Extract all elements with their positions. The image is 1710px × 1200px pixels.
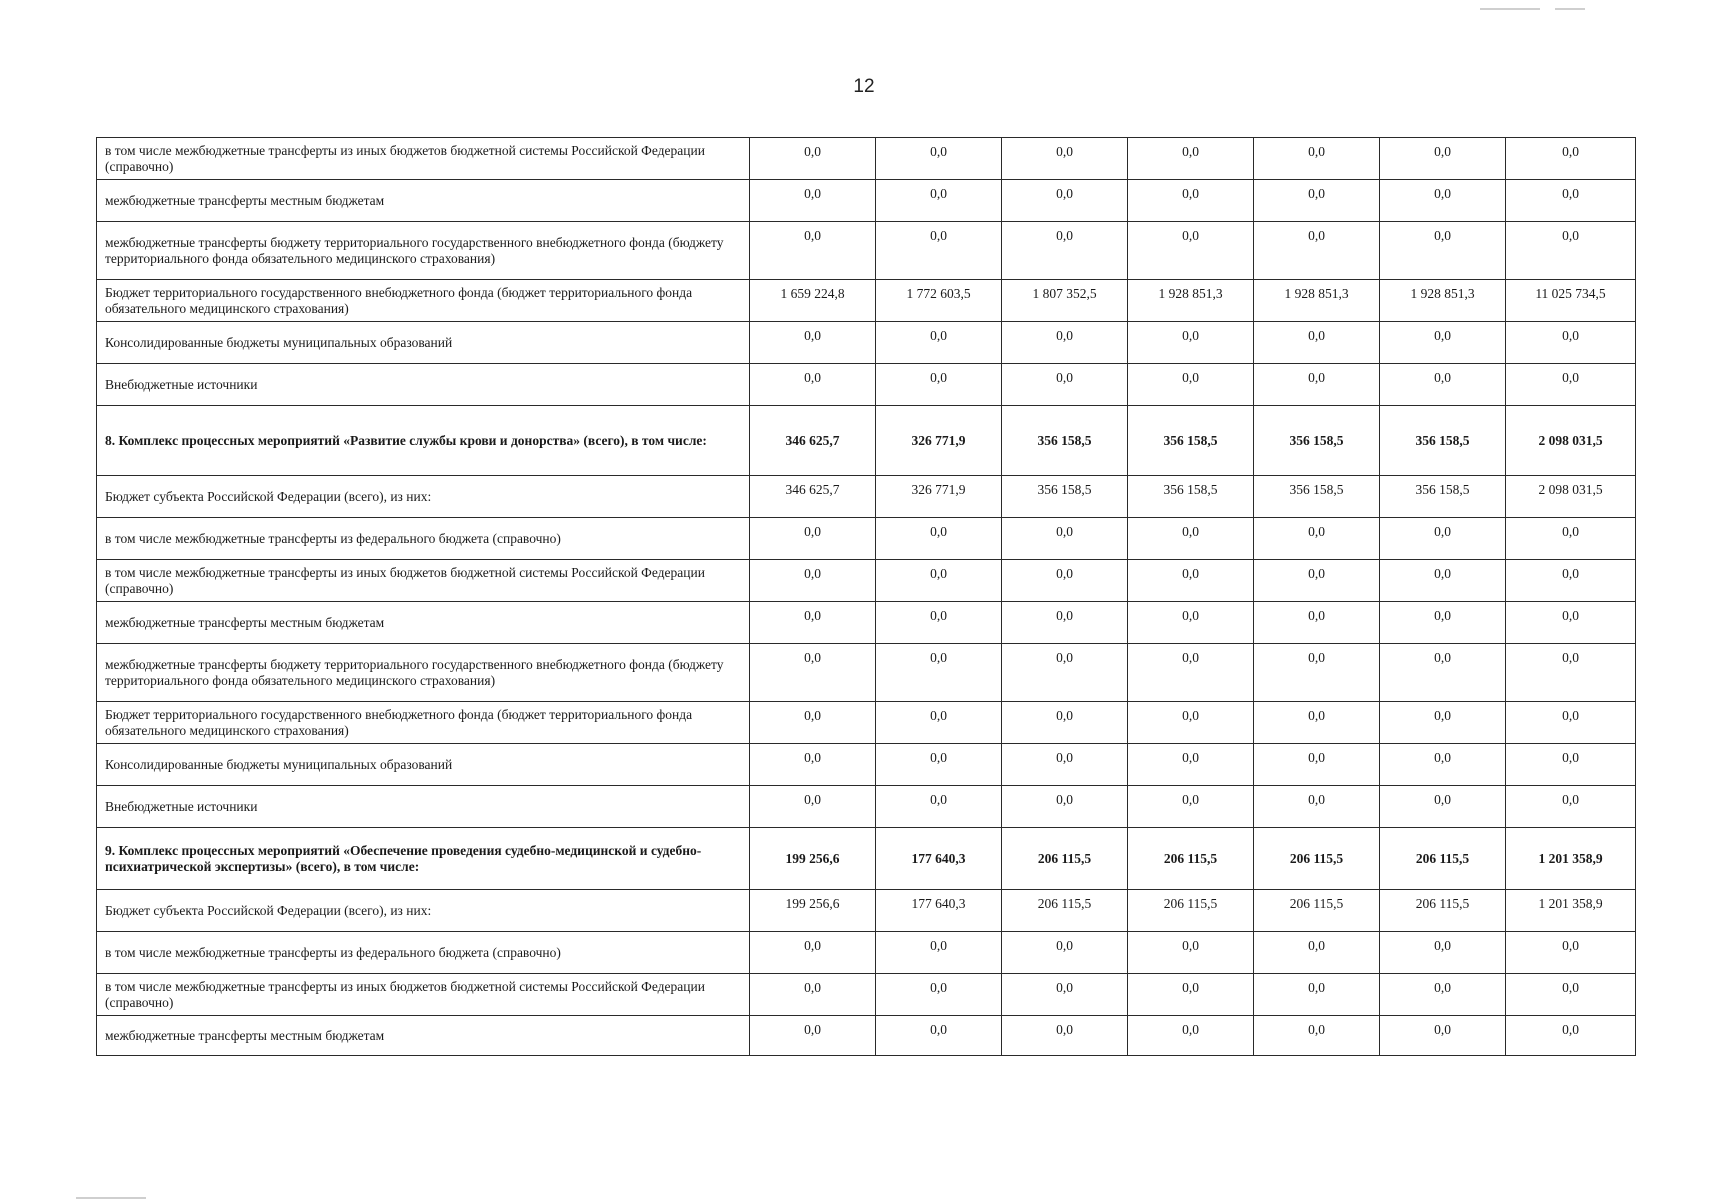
value-cell: 199 256,6 bbox=[750, 890, 876, 932]
table-row bbox=[97, 744, 1636, 786]
value-cell: 0,0 bbox=[1506, 138, 1636, 180]
value-cell: 177 640,3 bbox=[876, 828, 1002, 890]
table-row bbox=[97, 560, 1636, 602]
value-cell: 0,0 bbox=[1002, 518, 1128, 560]
value-cell: 0,0 bbox=[1380, 518, 1506, 560]
table-row bbox=[97, 518, 1636, 560]
value-cell: 2 098 031,5 bbox=[1506, 406, 1636, 476]
value-cell: 356 158,5 bbox=[1002, 406, 1128, 476]
scan-artifact-top-right bbox=[1480, 8, 1540, 10]
value-cell: 1 201 358,9 bbox=[1506, 828, 1636, 890]
value-cell: 356 158,5 bbox=[1380, 406, 1506, 476]
value-cell: 0,0 bbox=[1380, 364, 1506, 406]
value-cell: 0,0 bbox=[1380, 222, 1506, 280]
page-number: 12 bbox=[853, 76, 875, 97]
table-row bbox=[97, 406, 1636, 476]
row-label: Консолидированные бюджеты муниципальных образований bbox=[97, 322, 750, 364]
value-cell: 356 158,5 bbox=[1254, 476, 1380, 518]
value-cell: 0,0 bbox=[1128, 322, 1254, 364]
value-cell: 0,0 bbox=[1506, 322, 1636, 364]
value-cell: 0,0 bbox=[1002, 932, 1128, 974]
value-cell: 0,0 bbox=[876, 364, 1002, 406]
value-cell: 0,0 bbox=[750, 560, 876, 602]
value-cell: 206 115,5 bbox=[1380, 828, 1506, 890]
value-cell: 0,0 bbox=[750, 180, 876, 222]
value-cell: 0,0 bbox=[1506, 364, 1636, 406]
value-cell: 0,0 bbox=[876, 932, 1002, 974]
row-label: Бюджет территориального государственного внебюджетного фонда (бюджет территориального фонда обязательного медицинского страхования) bbox=[97, 280, 750, 322]
value-cell: 0,0 bbox=[1506, 560, 1636, 602]
value-cell: 0,0 bbox=[876, 744, 1002, 786]
value-cell: 0,0 bbox=[876, 974, 1002, 1016]
table-row bbox=[97, 138, 1636, 180]
value-cell: 0,0 bbox=[876, 180, 1002, 222]
value-cell: 0,0 bbox=[1506, 222, 1636, 280]
value-cell: 0,0 bbox=[1380, 644, 1506, 702]
row-label: Консолидированные бюджеты муниципальных образований bbox=[97, 744, 750, 786]
value-cell: 0,0 bbox=[1128, 518, 1254, 560]
table-row bbox=[97, 786, 1636, 828]
row-label: в том числе межбюджетные трансферты из иных бюджетов бюджетной системы Российской Федерации (справочно) bbox=[97, 138, 750, 180]
row-label: Внебюджетные источники bbox=[97, 364, 750, 406]
value-cell: 0,0 bbox=[1128, 364, 1254, 406]
value-cell: 0,0 bbox=[1506, 1016, 1636, 1056]
value-cell: 356 158,5 bbox=[1002, 476, 1128, 518]
table-row bbox=[97, 602, 1636, 644]
value-cell: 206 115,5 bbox=[1128, 828, 1254, 890]
value-cell: 0,0 bbox=[876, 1016, 1002, 1056]
value-cell: 0,0 bbox=[1380, 560, 1506, 602]
value-cell: 0,0 bbox=[1254, 644, 1380, 702]
value-cell: 0,0 bbox=[1002, 560, 1128, 602]
value-cell: 2 098 031,5 bbox=[1506, 476, 1636, 518]
value-cell: 0,0 bbox=[1380, 744, 1506, 786]
value-cell: 0,0 bbox=[876, 560, 1002, 602]
value-cell: 0,0 bbox=[1506, 518, 1636, 560]
value-cell: 1 928 851,3 bbox=[1254, 280, 1380, 322]
value-cell: 0,0 bbox=[750, 602, 876, 644]
value-cell: 0,0 bbox=[750, 974, 876, 1016]
value-cell: 0,0 bbox=[1002, 702, 1128, 744]
value-cell: 0,0 bbox=[1128, 180, 1254, 222]
table-row bbox=[97, 322, 1636, 364]
value-cell: 0,0 bbox=[1254, 560, 1380, 602]
value-cell: 0,0 bbox=[1002, 744, 1128, 786]
value-cell: 356 158,5 bbox=[1128, 406, 1254, 476]
value-cell: 0,0 bbox=[1128, 932, 1254, 974]
value-cell: 0,0 bbox=[1506, 180, 1636, 222]
value-cell: 1 772 603,5 bbox=[876, 280, 1002, 322]
value-cell: 0,0 bbox=[750, 644, 876, 702]
value-cell: 0,0 bbox=[1128, 744, 1254, 786]
value-cell: 0,0 bbox=[1254, 180, 1380, 222]
value-cell: 0,0 bbox=[1254, 702, 1380, 744]
table-body bbox=[97, 138, 1636, 1056]
value-cell: 0,0 bbox=[1254, 322, 1380, 364]
value-cell: 0,0 bbox=[1128, 222, 1254, 280]
value-cell: 0,0 bbox=[876, 322, 1002, 364]
row-label: межбюджетные трансферты бюджету территориального государственного внебюджетного фонда (бюджету территориального фонда обязательного медицинского страхования) bbox=[97, 644, 750, 702]
value-cell: 0,0 bbox=[1002, 322, 1128, 364]
value-cell: 206 115,5 bbox=[1254, 828, 1380, 890]
value-cell: 0,0 bbox=[1254, 222, 1380, 280]
value-cell: 346 625,7 bbox=[750, 406, 876, 476]
value-cell: 0,0 bbox=[1002, 364, 1128, 406]
value-cell: 0,0 bbox=[1380, 1016, 1506, 1056]
value-cell: 0,0 bbox=[1254, 744, 1380, 786]
value-cell: 0,0 bbox=[1002, 786, 1128, 828]
value-cell: 199 256,6 bbox=[750, 828, 876, 890]
value-cell: 0,0 bbox=[1254, 364, 1380, 406]
table-row bbox=[97, 476, 1636, 518]
value-cell: 0,0 bbox=[1128, 786, 1254, 828]
table-row bbox=[97, 932, 1636, 974]
value-cell: 1 659 224,8 bbox=[750, 280, 876, 322]
value-cell: 206 115,5 bbox=[1380, 890, 1506, 932]
row-label: 9. Комплекс процессных мероприятий «Обеспечение проведения судебно-медицинской и судебно-психиатрической экспертизы» (всего), в том числе: bbox=[97, 828, 750, 890]
value-cell: 0,0 bbox=[750, 1016, 876, 1056]
value-cell: 0,0 bbox=[1506, 744, 1636, 786]
value-cell: 0,0 bbox=[1002, 222, 1128, 280]
value-cell: 206 115,5 bbox=[1002, 828, 1128, 890]
value-cell: 0,0 bbox=[876, 702, 1002, 744]
value-cell: 206 115,5 bbox=[1254, 890, 1380, 932]
value-cell: 0,0 bbox=[750, 744, 876, 786]
row-label: 8. Комплекс процессных мероприятий «Развитие службы крови и донорства» (всего), в том числе: bbox=[97, 406, 750, 476]
row-label: в том числе межбюджетные трансферты из федерального бюджета (справочно) bbox=[97, 932, 750, 974]
value-cell: 0,0 bbox=[1254, 602, 1380, 644]
value-cell: 0,0 bbox=[1254, 518, 1380, 560]
budget-table bbox=[96, 137, 1636, 1056]
value-cell: 0,0 bbox=[1506, 702, 1636, 744]
value-cell: 0,0 bbox=[750, 702, 876, 744]
table-row bbox=[97, 974, 1636, 1016]
row-label: в том числе межбюджетные трансферты из иных бюджетов бюджетной системы Российской Федерации (справочно) bbox=[97, 974, 750, 1016]
value-cell: 0,0 bbox=[1128, 1016, 1254, 1056]
value-cell: 0,0 bbox=[1254, 786, 1380, 828]
table-row bbox=[97, 828, 1636, 890]
value-cell: 0,0 bbox=[1380, 786, 1506, 828]
value-cell: 356 158,5 bbox=[1128, 476, 1254, 518]
table-row bbox=[97, 644, 1636, 702]
row-label: в том числе межбюджетные трансферты из федерального бюджета (справочно) bbox=[97, 518, 750, 560]
row-label: межбюджетные трансферты местным бюджетам bbox=[97, 180, 750, 222]
value-cell: 0,0 bbox=[1380, 138, 1506, 180]
value-cell: 11 025 734,5 bbox=[1506, 280, 1636, 322]
value-cell: 0,0 bbox=[750, 932, 876, 974]
row-label: в том числе межбюджетные трансферты из иных бюджетов бюджетной системы Российской Федерации (справочно) bbox=[97, 560, 750, 602]
value-cell: 1 928 851,3 bbox=[1380, 280, 1506, 322]
row-label: Бюджет территориального государственного внебюджетного фонда (бюджет территориального фонда обязательного медицинского страхования) bbox=[97, 702, 750, 744]
table-row bbox=[97, 180, 1636, 222]
value-cell: 177 640,3 bbox=[876, 890, 1002, 932]
value-cell: 0,0 bbox=[1506, 602, 1636, 644]
value-cell: 0,0 bbox=[1380, 974, 1506, 1016]
row-label: Бюджет субъекта Российской Федерации (всего), из них: bbox=[97, 476, 750, 518]
table-row bbox=[97, 222, 1636, 280]
value-cell: 0,0 bbox=[1254, 138, 1380, 180]
value-cell: 0,0 bbox=[1380, 602, 1506, 644]
value-cell: 356 158,5 bbox=[1254, 406, 1380, 476]
value-cell: 0,0 bbox=[1380, 180, 1506, 222]
row-label: межбюджетные трансферты местным бюджетам bbox=[97, 1016, 750, 1056]
value-cell: 0,0 bbox=[750, 138, 876, 180]
value-cell: 1 928 851,3 bbox=[1128, 280, 1254, 322]
value-cell: 1 201 358,9 bbox=[1506, 890, 1636, 932]
value-cell: 0,0 bbox=[750, 364, 876, 406]
scan-artifact-top-right-2 bbox=[1555, 8, 1585, 10]
value-cell: 0,0 bbox=[876, 644, 1002, 702]
value-cell: 0,0 bbox=[876, 222, 1002, 280]
value-cell: 206 115,5 bbox=[1128, 890, 1254, 932]
row-label: Бюджет субъекта Российской Федерации (всего), из них: bbox=[97, 890, 750, 932]
value-cell: 0,0 bbox=[1128, 702, 1254, 744]
value-cell: 0,0 bbox=[750, 786, 876, 828]
value-cell: 0,0 bbox=[1002, 1016, 1128, 1056]
value-cell: 0,0 bbox=[1128, 560, 1254, 602]
value-cell: 206 115,5 bbox=[1002, 890, 1128, 932]
value-cell: 326 771,9 bbox=[876, 476, 1002, 518]
value-cell: 0,0 bbox=[1506, 932, 1636, 974]
value-cell: 0,0 bbox=[876, 786, 1002, 828]
value-cell: 0,0 bbox=[1128, 644, 1254, 702]
table-row bbox=[97, 702, 1636, 744]
value-cell: 0,0 bbox=[1254, 974, 1380, 1016]
value-cell: 0,0 bbox=[1128, 138, 1254, 180]
scan-artifact-bottom-left bbox=[76, 1197, 146, 1199]
value-cell: 0,0 bbox=[1002, 644, 1128, 702]
table-row bbox=[97, 1016, 1636, 1056]
value-cell: 0,0 bbox=[1380, 702, 1506, 744]
value-cell: 346 625,7 bbox=[750, 476, 876, 518]
value-cell: 0,0 bbox=[1254, 1016, 1380, 1056]
value-cell: 0,0 bbox=[750, 518, 876, 560]
value-cell: 0,0 bbox=[1506, 786, 1636, 828]
value-cell: 0,0 bbox=[1506, 974, 1636, 1016]
table-row bbox=[97, 364, 1636, 406]
value-cell: 0,0 bbox=[1254, 932, 1380, 974]
table-row bbox=[97, 890, 1636, 932]
value-cell: 0,0 bbox=[876, 518, 1002, 560]
table-row bbox=[97, 280, 1636, 322]
row-label: Внебюджетные источники bbox=[97, 786, 750, 828]
value-cell: 0,0 bbox=[750, 322, 876, 364]
value-cell: 0,0 bbox=[1128, 974, 1254, 1016]
value-cell: 0,0 bbox=[1002, 974, 1128, 1016]
value-cell: 0,0 bbox=[750, 222, 876, 280]
row-label: межбюджетные трансферты бюджету территориального государственного внебюджетного фонда (бюджету территориального фонда обязательного медицинского страхования) bbox=[97, 222, 750, 280]
value-cell: 0,0 bbox=[1506, 644, 1636, 702]
value-cell: 0,0 bbox=[876, 138, 1002, 180]
value-cell: 0,0 bbox=[1128, 602, 1254, 644]
value-cell: 0,0 bbox=[1380, 932, 1506, 974]
value-cell: 0,0 bbox=[1380, 322, 1506, 364]
value-cell: 0,0 bbox=[1002, 602, 1128, 644]
value-cell: 0,0 bbox=[876, 602, 1002, 644]
row-label: межбюджетные трансферты местным бюджетам bbox=[97, 602, 750, 644]
value-cell: 1 807 352,5 bbox=[1002, 280, 1128, 322]
value-cell: 0,0 bbox=[1002, 180, 1128, 222]
value-cell: 356 158,5 bbox=[1380, 476, 1506, 518]
value-cell: 326 771,9 bbox=[876, 406, 1002, 476]
value-cell: 0,0 bbox=[1002, 138, 1128, 180]
